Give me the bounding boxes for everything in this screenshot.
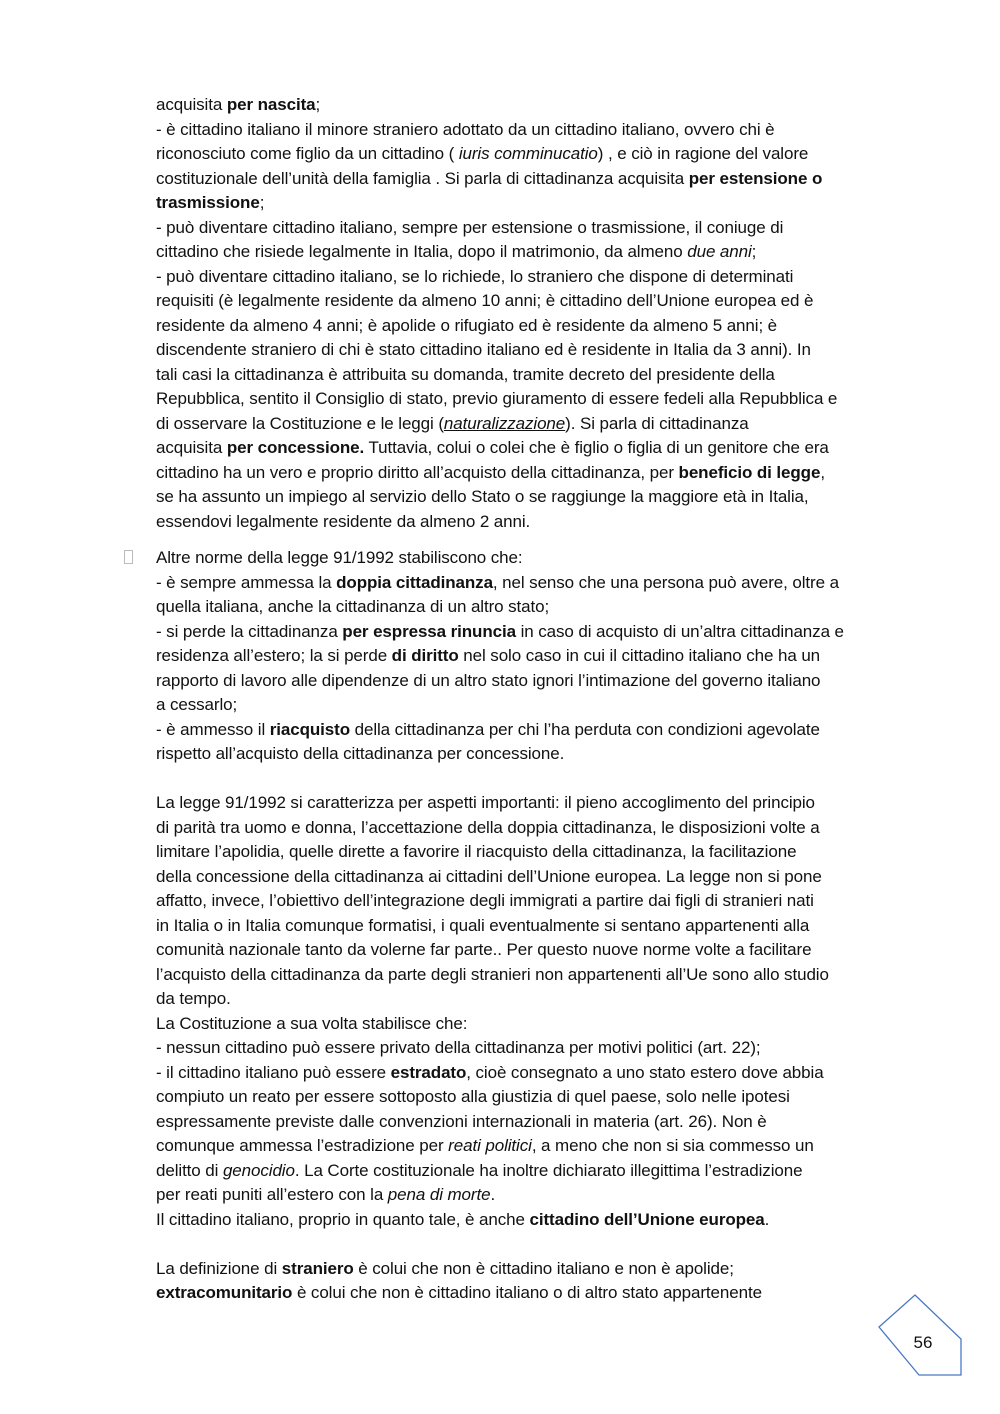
text-line: a cessarlo; — [156, 695, 238, 714]
text-line: in Italia o in Italia comunque formatisi, i quali eventualmente si sentano appartenenti alla — [156, 915, 810, 935]
text-line: trasmissione; — [156, 193, 265, 212]
text-line: cittadino che risiede legalmente in Italia, dopo il matrimonio, da almeno due anni; — [156, 242, 757, 261]
text-line: - è sempre ammessa la doppia cittadinanza, nel senso che una persona può avere, oltre a — [156, 572, 839, 592]
text-line: l’acquisto della cittadinanza da parte degli stranieri non appartenenti all’Ue sono allo studio — [156, 964, 829, 984]
text-line: discendente straniero di chi è stato cittadino italiano ed è residente in Italia da 3 anni). In — [156, 340, 811, 359]
bullet-item-law-91-1992 — [156, 546, 904, 767]
text-line: delitto di genocidio. La Corte costituzionale ha inoltre dichiarato illegittima l’estradizione — [156, 1160, 803, 1180]
text-line: costituzionale dell’unità della famiglia . Si parla di cittadinanza acquisita per estensione o — [156, 168, 823, 188]
paragraph-gap — [156, 534, 904, 546]
text-line: della concessione della cittadinanza ai cittadini dell’Unione europea. La legge non si pone — [156, 866, 822, 886]
text-line: affatto, invece, l’obiettivo dell’integrazione degli immigrati a partire dai figli di stranieri nati — [156, 891, 814, 910]
paragraph-law-features — [156, 791, 904, 1232]
text-line: acquisita per concessione. Tuttavia, colui o colei che è figlio o figlia di un genitore che era — [156, 438, 829, 457]
text-line: espressamente previste dalle convenzioni internazionali in materia (art. 26). Non è — [156, 1111, 767, 1131]
paragraph-citizenship-acquisition — [156, 93, 904, 534]
paragraph-gap — [156, 767, 904, 792]
text-line: quella italiana, anche la cittadinanza di un altro stato; — [156, 597, 550, 616]
bullet-icon — [124, 550, 133, 564]
text-line: - è cittadino italiano il minore straniero adottato da un cittadino italiano, ovvero chi è — [156, 119, 775, 139]
text-line: - può diventare cittadino italiano, sempre per estensione o trasmissione, il coniuge di — [156, 217, 784, 237]
text-line: Altre norme della legge 91/1992 stabiliscono che: — [156, 548, 523, 567]
text-line: La legge 91/1992 si caratterizza per aspetti importanti: il pieno accoglimento del principio — [156, 793, 815, 812]
text-line: acquisita per nascita; — [156, 95, 321, 114]
text-line: - può diventare cittadino italiano, se lo richiede, lo straniero che dispone di determinati — [156, 266, 794, 286]
text-line: rapporto di lavoro alle dipendenze di un altro stato ignori l’intimazione del governo italiano — [156, 670, 821, 690]
text-line: di parità tra uomo e donna, l’accettazione della doppia cittadinanza, le disposizioni volte a — [156, 817, 820, 837]
text-line: cittadino ha un vero e proprio diritto all’acquisto della cittadinanza, per beneficio di legge, — [156, 462, 825, 482]
text-line: riconosciuto come figlio da un cittadino ( iuris comminucatio) , e ciò in ragione del valore — [156, 144, 809, 163]
text-line: Il cittadino italiano, proprio in quanto tale, è anche cittadino dell’Unione europea. — [156, 1209, 770, 1229]
text-line: se ha assunto un impiego al servizio dello Stato o se raggiunge la maggiore età in Italia, — [156, 487, 809, 506]
paragraph-definitions — [156, 1257, 904, 1306]
paragraph-gap — [156, 1232, 904, 1257]
page-number: 56 — [913, 1333, 933, 1352]
text-line: La definizione di straniero è colui che non è cittadino italiano e non è apolide; — [156, 1258, 734, 1278]
text-line: essendovi legalmente residente da almeno 2 anni. — [156, 511, 531, 531]
text-line: residente da almeno 4 anni; è apolide o rifugiato ed è residente da almeno 5 anni; è — [156, 315, 778, 335]
text-line: comunità nazionale tanto da volerne far parte.. Per questo nuove norme volte a facilitare — [156, 940, 812, 959]
text-line: Repubblica, sentito il Consiglio di stato, previo giuramento di essere fedeli alla Repubblica e — [156, 389, 838, 408]
text-line: per reati puniti all’estero con la pena di morte. — [156, 1185, 496, 1204]
text-line: residenza all’estero; la si perde di diritto nel solo caso in cui il cittadino italiano che ha un — [156, 646, 821, 665]
text-line: da tempo. — [156, 989, 231, 1008]
text-line: - il cittadino italiano può essere estradato, cioè consegnato a uno stato estero dove abbia — [156, 1062, 824, 1082]
text-line: - nessun cittadino può essere privato della cittadinanza per motivi politici (art. 22); — [156, 1038, 761, 1057]
text-line: tali casi la cittadinanza è attribuita su domanda, tramite decreto del presidente della — [156, 364, 775, 384]
text-line: comunque ammessa l’estradizione per reati politici, a meno che non si sia commesso un — [156, 1136, 814, 1155]
text-line: extracomunitario è colui che non è cittadino italiano o di altro stato appartenente — [156, 1283, 762, 1302]
text-line: rispetto all’acquisto della cittadinanza per concessione. — [156, 744, 565, 763]
text-line: limitare l’apolidia, quelle dirette a favorire il riacquisto della cittadinanza, la facilitazione — [156, 842, 797, 861]
text-line: compiuto un reato per essere sottoposto alla giustizia di quel paese, solo nelle ipotesi — [156, 1087, 790, 1106]
text-line: di osservare la Costituzione e le leggi (naturalizzazione). Si parla di cittadinanza — [156, 413, 749, 433]
text-line: La Costituzione a sua volta stabilisce che: — [156, 1013, 468, 1033]
text-line: requisiti (è legalmente residente da almeno 10 anni; è cittadino dell’Unione europea ed è — [156, 291, 814, 310]
text-line: - si perde la cittadinanza per espressa rinuncia in caso di acquisto di un’altra cittadinanza e — [156, 621, 844, 641]
page-body — [156, 93, 904, 1306]
text-line: - è ammesso il riacquisto della cittadinanza per chi l’ha perduta con condizioni agevolate — [156, 719, 820, 739]
